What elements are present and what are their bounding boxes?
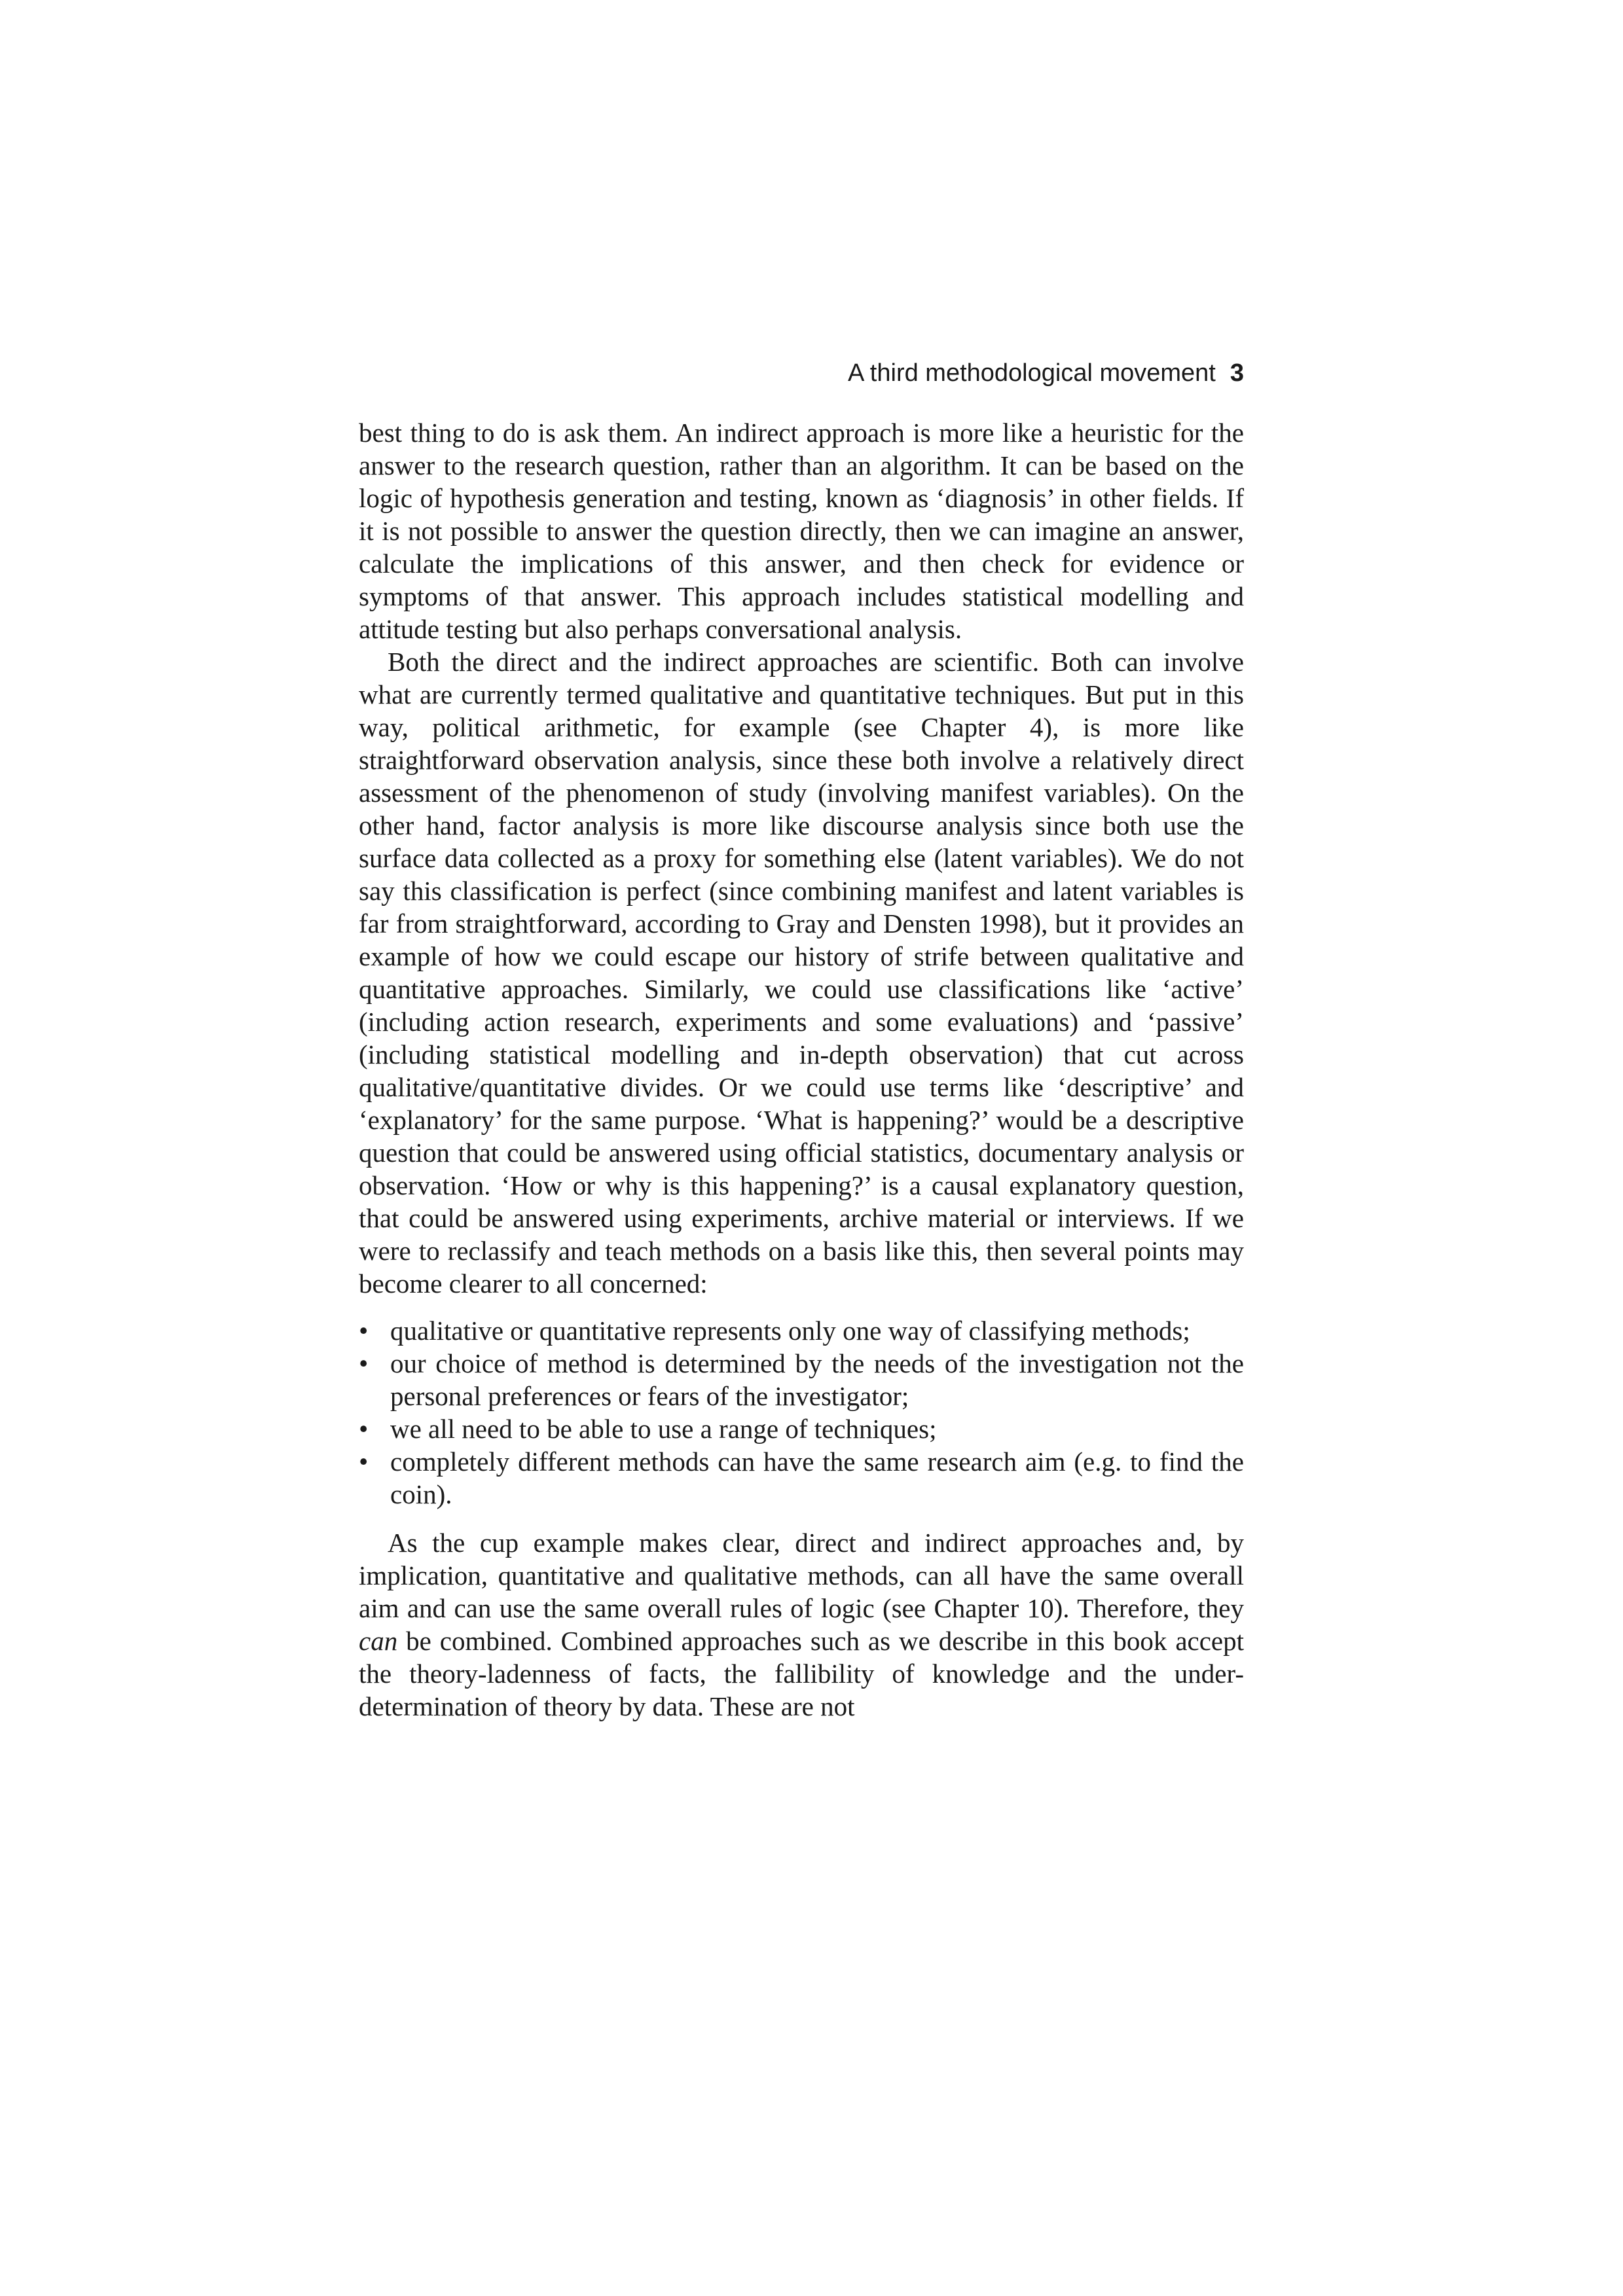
paragraph-text-before: As the cup example makes clear, direct and indirect approaches and, by implication, quantitative and qualitative methods, can all have the same overall aim and can use the same overall rules of logic (see Chapter 10). Therefore, they — [359, 1528, 1244, 1623]
body-text — [359, 416, 1244, 1723]
bullet-item — [359, 1412, 1244, 1445]
bullet-item — [359, 1445, 1244, 1511]
paragraph-cup-example — [359, 1526, 1244, 1723]
bullet-list — [359, 1314, 1244, 1511]
bullet-item — [359, 1314, 1244, 1347]
paragraph-text-after: be combined. Combined approaches such as we describe in this book accept the theory-ladenness of facts, the fallibility of knowledge and the under-determination of theory by data. These are not — [359, 1626, 1244, 1721]
bullet-text: our choice of method is determined by the needs of the investigation not the personal preferences or fears of the investigator; — [390, 1348, 1244, 1411]
paragraph-continued: best thing to do is ask them. An indirect approach is more like a heuristic for the answer to the research question, rather than an algorithm. It can be based on the logic of hypothesis generation and testing, known as ‘diagnosis’ in other fields. If it is not possible to answer the question directly, then we can imagine an answer, calculate the implications of this answer, and then check for evidence or symptoms of that answer. This approach includes statistical modelling and attitude testing but also perhaps conversational analysis. — [359, 418, 1244, 644]
bullet-icon: • — [359, 1446, 369, 1477]
paragraph-approaches: Both the direct and the indirect approaches are scientific. Both can involve what are currently termed qualitative and quantitative techniques. But put in this way, political arithmetic, for example (see Chapter 4), is more like straightforward observation analysis, since these both involve a relatively direct assessment of the phenomenon of study (involving manifest variables). On the other hand, factor analysis is more like discourse analysis since both use the surface data collected as a proxy for something else (latent variables). We do not say this classification is perfect (since combining manifest and latent variables is far from straightforward, according to Gray and Densten 1998), but it provides an example of how we could escape our history of strife between qualitative and quantitative approaches. Similarly, we could use classifications like ‘active’ (including action research, experiments and some evaluations) and ‘passive’ (including statistical modelling and in-depth observation) that cut across qualitative/quantitative divides. Or we could use terms like ‘descriptive’ and ‘explanatory’ for the same purpose. ‘What is happening?’ would be a descriptive question that could be answered using official statistics, documentary analysis or observation. ‘How or why is this happening?’ is a causal explanatory question, that could be answered using experiments, archive material or interviews. If we were to reclassify and teach methods on a basis like this, then several points may become clearer to all concerned: — [359, 647, 1244, 1299]
running-head — [359, 353, 1244, 393]
running-head-title: A third methodological movement — [848, 359, 1216, 387]
bullet-item — [359, 1347, 1244, 1412]
bullet-text: completely different methods can have the same research aim (e.g. to find the coin). — [390, 1446, 1244, 1509]
page-number: 3 — [1230, 359, 1244, 387]
bullet-text: we all need to be able to use a range of techniques; — [390, 1414, 937, 1444]
bullet-icon: • — [359, 1316, 369, 1346]
emphasis-can: can — [359, 1626, 398, 1656]
bullet-icon: • — [359, 1414, 369, 1444]
bullet-icon: • — [359, 1348, 369, 1378]
bullet-text: qualitative or quantitative represents only one way of classifying methods; — [390, 1316, 1190, 1346]
